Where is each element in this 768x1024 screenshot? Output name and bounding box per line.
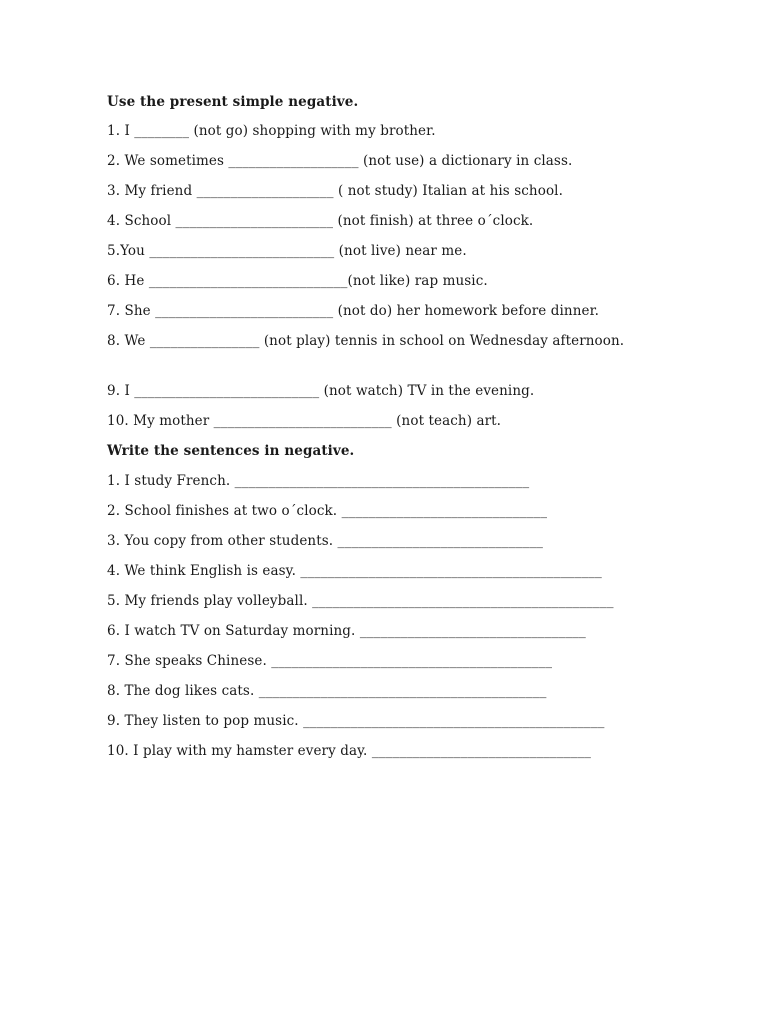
section-1-heading: Use the present simple negative.: [107, 94, 359, 110]
exercise-1-item-10: 10. My mother __________________________ (not teach) art.: [107, 413, 502, 429]
exercise-2-item-10: 10. I play with my hamster every day. ________________________________: [107, 743, 592, 759]
exercise-2-item-8: 8. The dog likes cats. __________________________________________: [107, 683, 547, 699]
exercise-1-item-9: 9. I ___________________________ (not watch) TV in the evening.: [107, 383, 535, 399]
exercise-1-item-2: 2. We sometimes ___________________ (not use) a dictionary in class.: [107, 153, 573, 169]
exercise-1-item-3: 3. My friend ____________________ ( not study) Italian at his school.: [107, 183, 563, 199]
exercise-2-item-3: 3. You copy from other students. ______________________________: [107, 533, 544, 549]
exercise-1-item-4: 4. School _______________________ (not finish) at three o´clock.: [107, 213, 534, 229]
exercise-2-item-5: 5. My friends play volleyball. ____________________________________________: [107, 593, 614, 609]
exercise-1-item-8: 8. We ________________ (not play) tennis in school on Wednesday afternoon.: [107, 333, 625, 349]
exercise-1-item-5: 5.You ___________________________ (not live) near me.: [107, 243, 467, 259]
exercise-2-item-4: 4. We think English is easy. ____________________________________________: [107, 563, 602, 579]
section-2-heading: Write the sentences in negative.: [107, 443, 355, 459]
exercise-2-item-7: 7. She speaks Chinese. _________________________________________: [107, 653, 553, 669]
exercise-2-item-2: 2. School finishes at two o´clock. ______________________________: [107, 503, 548, 519]
exercise-1-item-1: 1. I ________ (not go) shopping with my brother.: [107, 123, 436, 139]
exercise-2-item-6: 6. I watch TV on Saturday morning. _________________________________: [107, 623, 586, 639]
exercise-2-item-1: 1. I study French. ___________________________________________: [107, 473, 530, 489]
exercise-2-item-9: 9. They listen to pop music. ____________________________________________: [107, 713, 605, 729]
exercise-1-item-7: 7. She __________________________ (not do) her homework before dinner.: [107, 303, 600, 319]
exercise-1-item-6: 6. He _____________________________(not like) rap music.: [107, 273, 488, 289]
